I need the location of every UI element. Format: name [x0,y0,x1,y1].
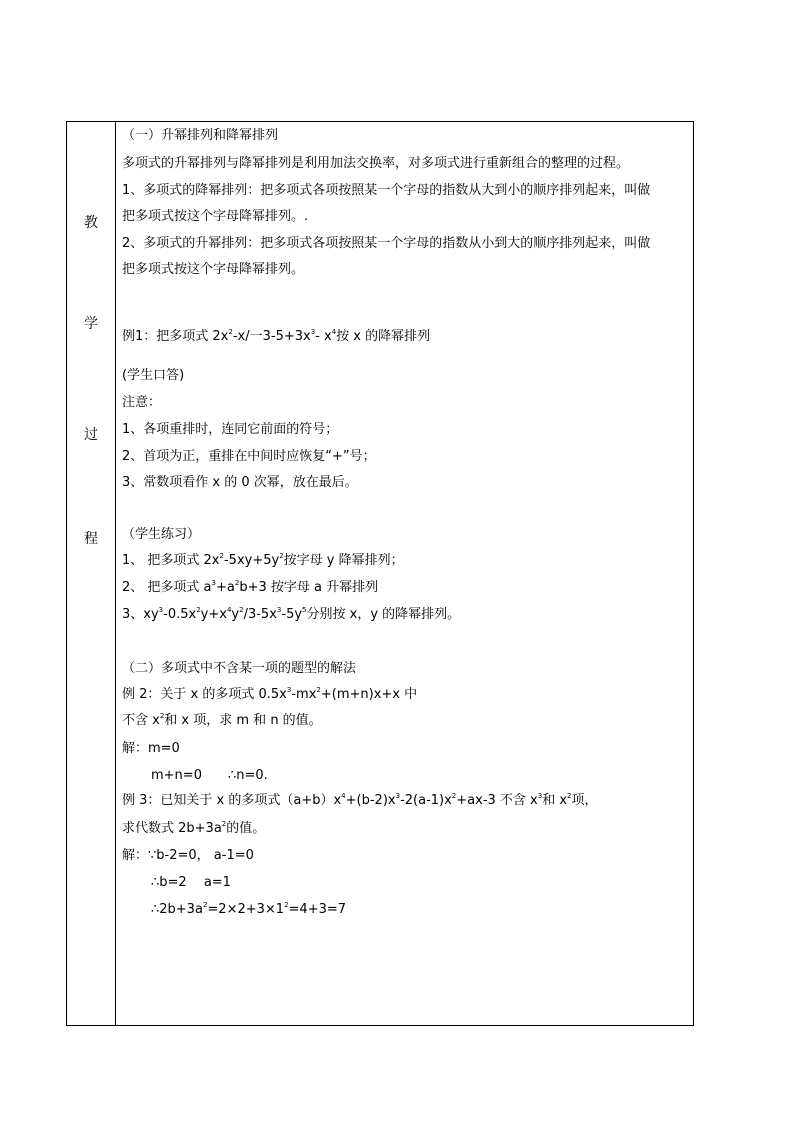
section1-intro: 多项式的升幂排列与降幂排列是利用加法交换率，对多项式进行重新组合的整理的过程。 [122,156,630,171]
definition-descending-line1: 1、多项式的降幂排列：把多项式各项按照某一个字母的指数从大到小的顺序排列起来，叫做 [122,183,651,198]
student-answer-note: (学生口答) [122,368,185,383]
solution3-line1: 解：∵b-2=0， a-1=0 [122,848,254,863]
practice-item-2: 2、 把多项式 $a^3+a^2b+3$ 按字母 a 升幂排列 [122,579,379,595]
side-char-cheng: 程 [84,531,98,547]
note-item-3: 3、常数项看作 x 的 0 次幂，放在最后。 [122,475,358,490]
solution2-line1: 解：m=0 [122,741,180,756]
side-label-column [67,122,116,1025]
note-item-1: 1、各项重排时，连同它前面的符号； [122,422,339,437]
example1: 例1：把多项式 $2x^2-x/$一$3-5+3x^3-$ $x^4$按 x 的降幂排列 [122,328,431,344]
section2-title: （二）多项式中不含某一项的题型的解法 [122,661,357,676]
definition-ascending-line2: 把多项式按这个字母降幂排列。 [122,262,305,277]
side-char-jiao: 教 [84,215,98,231]
solution3-line2: ∴b=2 a=1 [151,875,231,890]
definition-ascending-line1: 2、多项式的升幂排列：把多项式各项按照某一个字母的指数从小到大的顺序排列起来，叫做 [122,236,651,251]
note-item-2: 2、首项为正，重排在中间时应恢复“+”号； [122,449,376,464]
note-title: 注意： [122,395,162,410]
example3-line1: 例 3：已知关于 x 的多项式$(a+b)x^4+(b-2)x^3-2(a-1)x^2+ax-3$ 不含 $x^3$和 $x^2$项， [122,792,598,808]
example2-line2: 不含 $x^2$和 x 项，求 m 和 n 的值。 [122,712,322,728]
example2-line1: 例 2：关于 x 的多项式 $0.5x^3-mx^2+(m+n)x+x$ 中 [122,686,418,702]
lesson-content [117,122,693,1025]
side-char-guo: 过 [84,427,98,443]
side-char-xue: 学 [84,316,98,332]
solution2-line2: m+n=0 ∴n=0. [151,768,268,783]
practice-item-3: 3、$xy^3-0.5x^2y+x^4y^2/3-5x^3-5y^5$分别按 x，y 的降幂排列。 [122,606,461,622]
section1-title: （一）升幂排列和降幂排列 [122,128,279,143]
lesson-table [66,121,694,1026]
practice-title: （学生练习） [122,527,201,542]
solution3-line3: $\therefore 2b+3a^2=2\times 2+3\times 1^2=4+3=7$ [151,901,347,917]
definition-descending-line2: 把多项式按这个字母降幂排列。. [122,209,309,224]
example3-line2: 求代数式 $2b+3a^2$的值。 [122,820,266,836]
practice-item-1: 1、 把多项式 $2x^2-5xy+5y^2$按字母 y 降幂排列； [122,552,404,568]
